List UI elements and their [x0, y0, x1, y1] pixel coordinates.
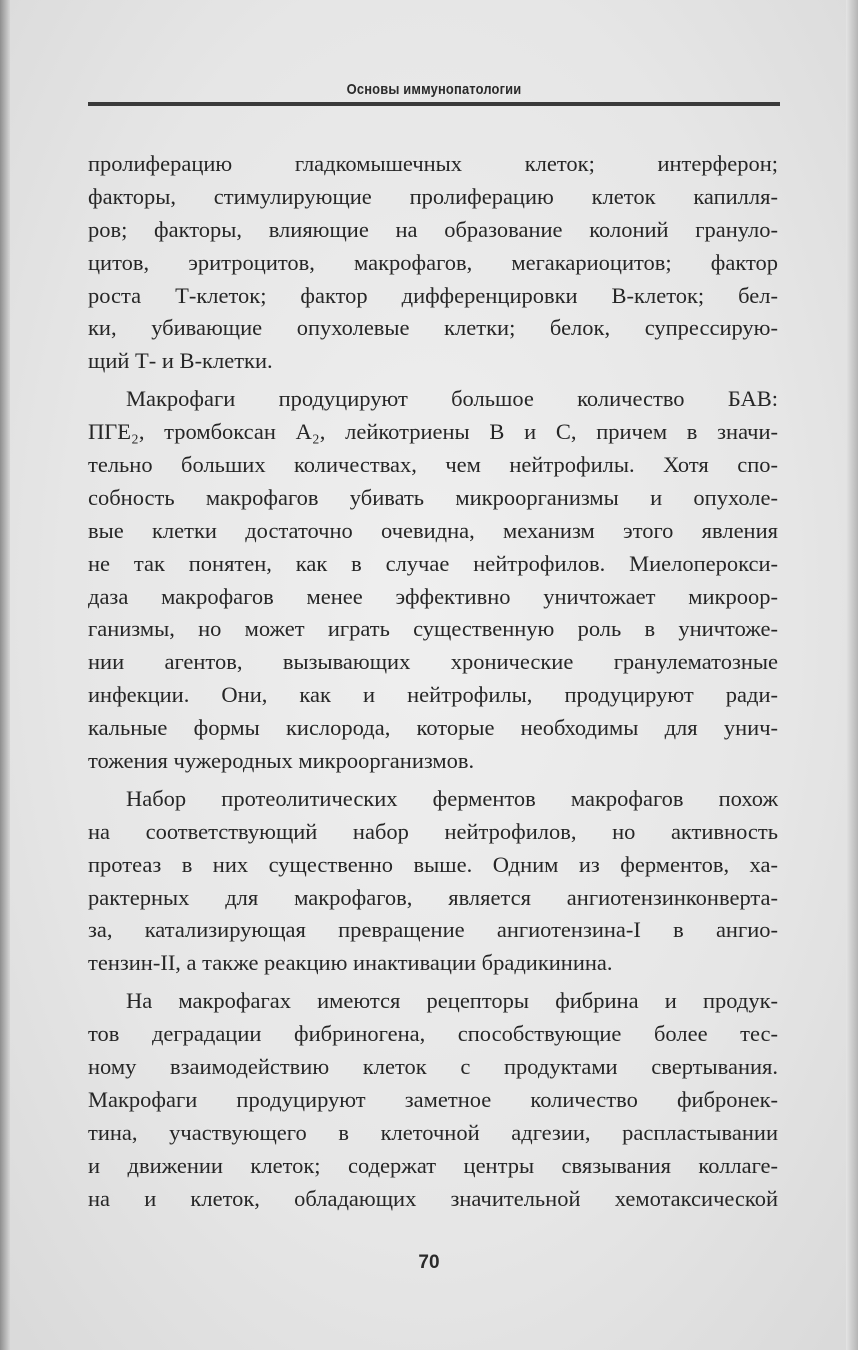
paragraph [88, 148, 778, 378]
text-line: тензин-II, а также реакцию инактивации брадикинина. [88, 950, 613, 976]
header-rule [88, 102, 780, 106]
text-line: и движении клеток; содержат центры связывания коллаге- [88, 1152, 778, 1178]
text-line: пролиферацию гладкомышечных клеток; интерферон; [88, 151, 778, 176]
paragraph [88, 985, 778, 1215]
text-line: вые клетки достаточно очевидна, механизм этого явления [88, 517, 778, 543]
page-binding-shadow [0, 0, 10, 1350]
text-line: собность макрофагов убивать микроорганизмы и опухоле- [88, 484, 778, 510]
text-line: щий Т- и В-клетки. [88, 348, 273, 374]
text-line: цитов, эритроцитов, макрофагов, мегакариоцитов; фактор [88, 249, 778, 275]
body-text [88, 148, 778, 1216]
text-line: факторы, стимулирующие пролиферацию клеток капилля- [88, 183, 778, 209]
text-line: не так понятен, как в случае нейтрофилов. Миелоперокси- [88, 550, 778, 576]
text-line: за, катализирующая превращение ангиотензина-I в ангио- [88, 917, 778, 943]
text-line: на соответствующий набор нейтрофилов, но активность [88, 818, 778, 844]
text-line: на и клеток, обладающих значительной хемотаксической [88, 1185, 778, 1211]
text-line: Набор протеолитических ферментов макрофагов похож [126, 785, 778, 811]
text-line: тельно больших количествах, чем нейтрофилы. Хотя спо- [88, 452, 778, 478]
page-number: 70 [418, 1252, 440, 1273]
text-line: кальные формы кислорода, которые необходимы для унич- [88, 715, 778, 741]
text-line: нии агентов, вызывающих хронические гранулематозные [88, 649, 778, 675]
text-line: протеаз в них существенно выше. Одним из ферментов, ха- [88, 851, 778, 877]
text-line: ганизмы, но может играть существенную роль в уничтоже- [88, 616, 778, 642]
text-line: Макрофаги продуцируют большое количество БАВ: [126, 386, 778, 412]
text-line: ному взаимодействию клеток с продуктами свертывания. [88, 1054, 778, 1080]
text-line: ров; факторы, влияющие на образование колоний грануло- [88, 216, 778, 242]
text-line: тожения чужеродных микроорганизмов. [88, 748, 475, 774]
text-line: роста Т-клеток; фактор дифференцировки В-клеток; бел- [88, 282, 778, 308]
text-line: тина, участвующего в клеточной адгезии, распластывании [88, 1119, 778, 1145]
text-line: инфекции. Они, как и нейтрофилы, продуцируют ради- [88, 682, 778, 708]
paragraph [88, 783, 778, 980]
text-line: ПГЕ₂, тромбоксан А₂, лейкотриены В и С, причем в значи- [88, 419, 778, 445]
page-edge-shadow [846, 0, 858, 1350]
running-head: Основы иммунопатологии [346, 81, 522, 98]
paragraph [88, 383, 778, 778]
text-line: даза макрофагов менее эффективно уничтожает микроор- [88, 583, 778, 609]
text-line: тов деградации фибриногена, способствующие более тес- [88, 1021, 778, 1047]
text-line: Макрофаги продуцируют заметное количество фибронек- [88, 1086, 778, 1112]
text-line: рактерных для макрофагов, является ангиотензинконверта- [88, 884, 778, 910]
text-line: ки, убивающие опухолевые клетки; белок, супрессирую- [88, 315, 778, 341]
text-line: На макрофагах имеются рецепторы фибрина и продук- [126, 988, 778, 1014]
